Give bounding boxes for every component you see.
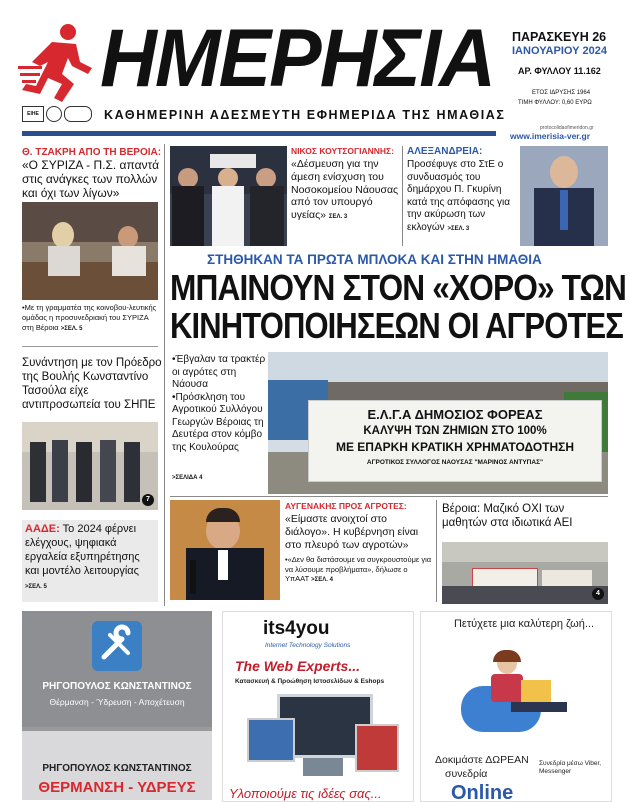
left-divider-1 (22, 346, 158, 347)
story-c-subtext (285, 555, 433, 586)
masthead-rule (22, 131, 496, 136)
masthead-title: ΗΜΕΡΗΣΙΑ (100, 13, 495, 104)
students-photo (442, 542, 608, 604)
story1-label: Θ. ΤΖΑΚΡΗ ΑΠΟ ΤΗ ΒΕΡΟΙΑ: (22, 147, 162, 158)
price: ΤΙΜΗ ΦΥΛΛΟΥ: 0,60 ΕΥΡΩ (518, 100, 592, 106)
protocol-url: protocolidaofimeridon.gr (540, 125, 594, 131)
story-a-body (291, 158, 399, 224)
banner-line-3: ΜΕ ΕΠΑΡΚΗ ΚΡΑΤΙΚΗ ΧΡΗΜΑΤΟΔΟΤΗΣΗ (335, 440, 575, 454)
story2-photo (22, 422, 158, 510)
story-a-block[interactable] (291, 146, 399, 246)
date-line-1: ΠΑΡΑΣΚΕΥΗ 26 (512, 30, 607, 44)
emblem-eihe-text: ΕΙΗΕ (27, 111, 39, 117)
story1-caption (22, 303, 162, 334)
protest-banner (308, 400, 602, 482)
ad1-services: Θέρμανση - Ύδρευση - Αποχέτευση (49, 697, 185, 707)
tractors-photo (268, 352, 608, 494)
banner-line-1: Ε.Λ.Γ.Α ΔΗΜΟΣΙΟΣ ΦΟΡΕΑΣ (367, 407, 543, 422)
ad2-bottom: Υλοποιούμε τις ιδέες σας... (229, 786, 382, 801)
ad2-logo: its4you (263, 618, 330, 639)
story-a-page-ref[interactable]: ΣΕΛ. 3 (328, 214, 348, 221)
story1-photo (22, 202, 158, 300)
emblem-eihe-icon (22, 106, 44, 122)
story-b-text: Προσέφυγε στο ΣτΕ ο συνδυασμός του δημάρχου Π. Γκυρίνη κατά της απόφασης για την ακύρωση των εκλογών (407, 159, 510, 233)
ad-its4you[interactable] (222, 611, 414, 802)
top-divider (402, 146, 403, 246)
ad1-name-2: ΡΗΓΟΠΟΥΛΟΣ ΚΩΝΣΤΑΝΤΙΝΟΣ (42, 763, 192, 774)
story3-block[interactable] (22, 520, 158, 602)
issue-number: ΑΡ. ΦΥΛΛΟΥ 11.162 (518, 66, 601, 76)
ad3-head: Πετύχετε μια καλύτερη ζωή... (453, 618, 595, 630)
ad2-sub: Κατασκευή & Προώθηση Ιστοσελίδων & Eshops (235, 678, 385, 685)
story1-text[interactable]: «Ο ΣΥΡΙΖΑ - Π.Σ. απαντά στις ανάγκες των πολλών και όχι των λίγων» (22, 158, 160, 200)
masthead (0, 0, 630, 140)
mid-divider (436, 500, 437, 602)
story-c-page-ref[interactable]: >ΣΕΛ. 4 (311, 577, 333, 583)
avgenakis-photo (170, 500, 280, 600)
ad1-name: ΡΗΓΟΠΟΥΛΟΣ ΚΩΝΣΤΑΝΤΙΝΟΣ (42, 681, 192, 692)
story-b-block[interactable] (407, 146, 517, 246)
story-b-body (407, 159, 517, 235)
lead-bullet-2: •Πρόσκληση του Αγροτικού Συλλόγου Γεωργών Βέροιας τη Δευτέρα στον κόμβο της Κουλούρας (172, 391, 264, 453)
lead-bullet-1: •Έβγαλαν τα τρακτέρ οι αγρότες στη Νάουσα (172, 354, 266, 390)
ad2-tag: Internet Technology Solutions (265, 642, 351, 649)
lead-page-ref[interactable]: >ΣΕΛΙΔΑ 4 (172, 475, 203, 481)
ad3-side: Συνεδρία μέσω Viber, Messenger (539, 760, 602, 775)
website-url[interactable]: www.imerisia-ver.gr (510, 131, 590, 141)
founded-year: ΕΤΟΣ ΙΔΡΥΣΗΣ 1964 (532, 90, 591, 96)
story-d-page-badge[interactable] (592, 588, 604, 600)
lead-kicker: ΣΤΗΘΗΚΑΝ ΤΑ ΠΡΩΤΑ ΜΠΛΟΚΑ ΚΑΙ ΣΤΗΝ ΗΜΑΘΙΑ (207, 252, 542, 267)
ad2-title: The Web Experts... (235, 658, 360, 674)
story-b-page-ref[interactable]: >ΣΕΛ. 3 (447, 225, 470, 232)
story2-page-badge[interactable] (142, 494, 154, 506)
story-c-sub: •«Δεν θα διστάσουμε να συγκρουστούμε για να λύσουμε προβλήματα», δήλωσε ο ΥπΑΑΤ (285, 555, 432, 583)
story3-text: Το 2024 φέρνει ελέγχους, ψηφιακά εργαλεία εξυπηρέτησης και μοντέλο λειτουργίας (25, 523, 140, 577)
ad-rigopoulos[interactable] (22, 611, 212, 800)
story-a-text: «Δέσμευση για την άμεση ενίσχυση του Νοσοκομείου Νάουσας από τον υπουργό υγείας» (291, 158, 399, 222)
lead-headline-1[interactable]: ΜΠΑΙΝΟΥΝ ΣΤΟΝ «ΧΟΡΟ» ΤΩΝ (170, 267, 627, 308)
story-c-text: «Είμαστε ανοιχτοί στο διάλογο». Η κυβέρνηση είναι στο πλευρό των αγροτών» (285, 513, 419, 551)
story1-page-ref[interactable]: >ΣΕΛ. 5 (60, 326, 83, 332)
story-a-label: ΝΙΚΟΣ ΚΟΥΤΣΟΓΙΑΝΝΗΣ: (291, 146, 394, 156)
person-illustration (451, 650, 581, 740)
eaep-emblem-icon (64, 106, 92, 122)
koutsogiannis-photo (170, 146, 287, 246)
runner-logo-icon (18, 22, 96, 104)
circle-emblem-icon (46, 106, 62, 122)
story-d-badge-text: 4 (596, 590, 600, 597)
ad1-big: ΘΕΡΜΑΝΣΗ - ΥΔΡΕΥΣ (38, 779, 196, 796)
story2-badge-text: 7 (146, 496, 150, 503)
gkyrinis-photo (520, 146, 608, 246)
story-d-text[interactable]: Βέροια: Μαζικό ΟΧΙ των μαθητών στα ιδιωτικά ΑΕΙ (442, 503, 573, 529)
banner-line-4: ΑΓΡΟΤΙΚΟΣ ΣΥΛΛΟΓΟΣ ΝΑΟΥΣΑΣ "ΜΑΡΙΝΟΣ ΑΝΤΥΠΑΣ" (366, 459, 544, 466)
story2-text[interactable]: Συνάντηση με τον Πρόεδρο της Βουλής Κωνσταντίνο Τασούλα είχε αντιπροσωπεία του ΣΗΠΕ (22, 357, 162, 411)
lead-bottom-rule (170, 496, 608, 497)
story-c-label: ΑΥΓΕΝΑΚΗΣ ΠΡΟΣ ΑΓΡΟΤΕΣ: (285, 501, 407, 511)
story-c-block[interactable] (285, 501, 433, 601)
story3-page-ref[interactable]: >ΣΕΛ. 5 (25, 584, 47, 590)
devices-illustration (247, 694, 397, 778)
banner-line-2: ΚΑΛΥΨΗ ΤΩΝ ΖΗΜΙΩΝ ΣΤΟ 100% (363, 425, 547, 437)
ad3-cta-1: Δοκιμάστε ΔΩΡΕΑΝ (435, 754, 529, 766)
story3-label: ΑΑΔΕ: (25, 523, 60, 535)
column-divider (164, 144, 165, 606)
story-b-label: ΑΛΕΞΑΝΔΡΕΙΑ: (407, 146, 483, 157)
date-line-2: ΙΑΝΟΥΑΡΙΟΥ 2024 (512, 45, 607, 57)
lead-bullets (172, 354, 266, 485)
lead-headline-2[interactable]: ΚΙΝΗΤΟΠΟΙΗΣΕΩΝ ΟΙ ΑΓΡΟΤΕΣ (170, 305, 624, 346)
ad3-cta-2: συνεδρία (445, 768, 488, 780)
ad3-online: Online (451, 782, 514, 802)
masthead-subtitle: ΚΑΘΗΜΕΡΙΝΗ ΑΔΕΣΜΕΥΤΗ ΕΦΗΜΕΡΙΔΑ ΤΗΣ ΗΜΑΘΙΑΣ (104, 108, 506, 122)
wrench-logo-icon (92, 621, 142, 671)
story1-caption-text: •Με τη γραμματέα της κοινοβου-λευτικής ομάδας η προσυνεδριακή του ΣΥΡΙΖΑ στη Βέροια (22, 303, 157, 332)
ad-therapy[interactable] (420, 611, 612, 802)
